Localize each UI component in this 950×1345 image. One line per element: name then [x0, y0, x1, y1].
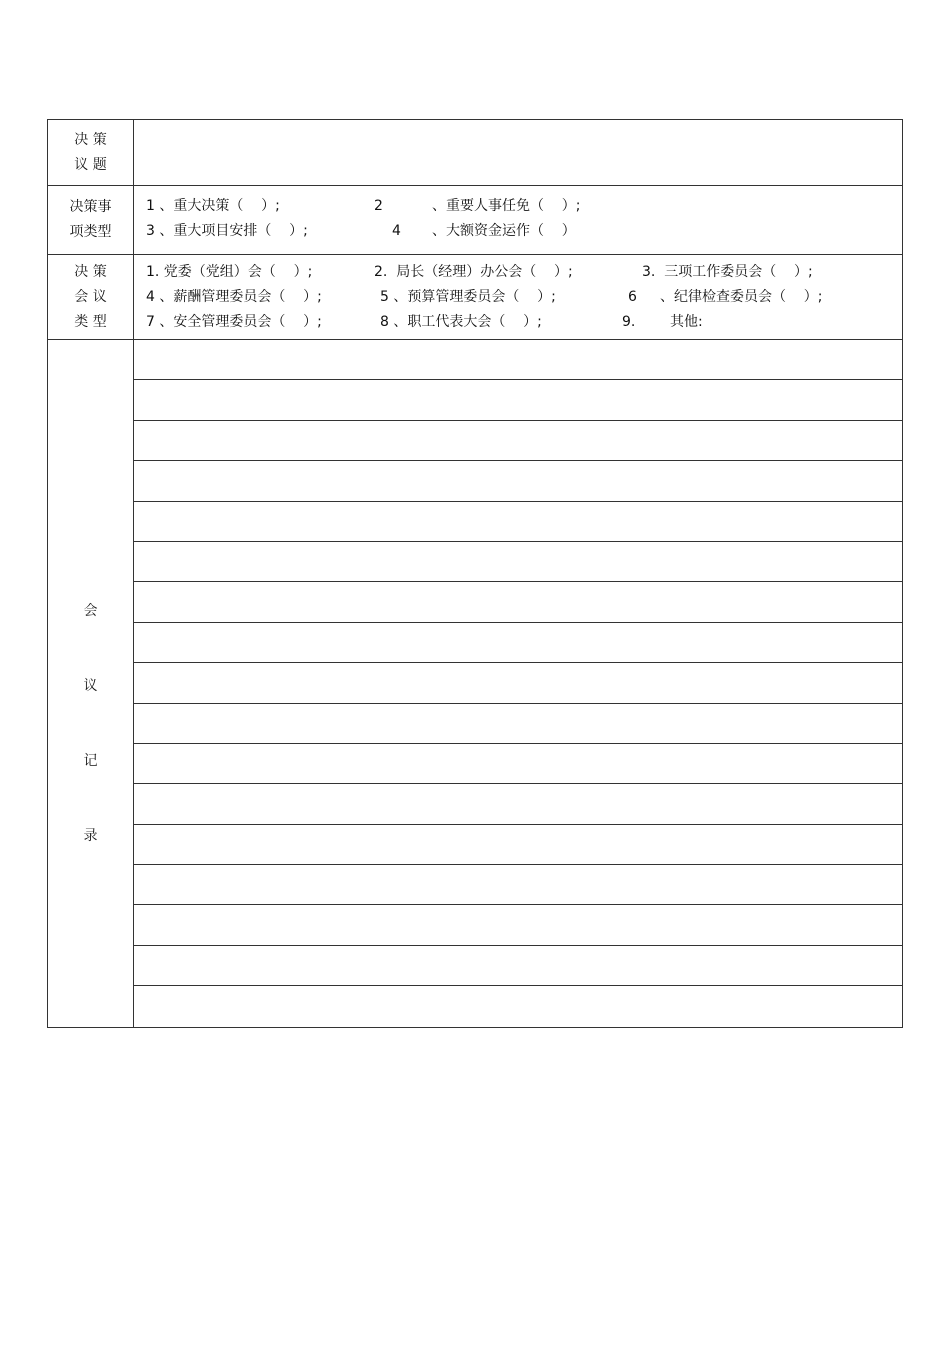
meeting-type-option-3-3[interactable]: 9. [622, 314, 636, 330]
record-line[interactable] [134, 946, 902, 986]
matter-type-option-2-3[interactable]: 、大额资金运作（ ） [432, 223, 576, 239]
record-line[interactable] [134, 986, 902, 1026]
meeting-type-line-1 [146, 260, 902, 285]
record-line[interactable] [134, 784, 902, 824]
meeting-type-label-line-3: 类 型 [74, 313, 107, 330]
meeting-type-option-3-1[interactable]: 7 、安全管理委员会（ ）; [146, 314, 322, 330]
matter-type-option-1-1[interactable]: 1 、重大决策（ ）; [146, 198, 280, 214]
record-line[interactable] [134, 421, 902, 461]
meeting-type-options [134, 255, 902, 339]
record-line[interactable] [134, 663, 902, 703]
meeting-type-option-1-2[interactable]: 2. 局长（经理）办公会（ ）; [374, 264, 573, 280]
meeting-type-row [47, 254, 903, 339]
matter-type-label [48, 186, 134, 254]
matter-type-label-line-1: 决策事 [69, 199, 112, 215]
decision-form [47, 119, 903, 1028]
record-line[interactable] [134, 865, 902, 905]
meeting-type-label [48, 255, 134, 339]
record-line[interactable] [134, 704, 902, 744]
topic-label [48, 120, 134, 185]
matter-type-options [134, 186, 902, 254]
meeting-type-line-3 [146, 310, 902, 335]
record-line[interactable] [134, 825, 902, 865]
meeting-type-option-3-4[interactable]: 其他: [670, 314, 703, 330]
record-line[interactable] [134, 502, 902, 542]
matter-type-option-1-3[interactable]: 、重要人事任免（ ）; [432, 198, 581, 214]
meeting-type-option-1-1[interactable]: 1. 党委（党组）会（ ）; [146, 264, 313, 280]
records-lines [134, 340, 902, 1027]
matter-type-label-line-2: 项类型 [69, 224, 112, 240]
records-label-char-1: 会 [83, 602, 98, 619]
meeting-type-label-line-1: 决 策 [74, 263, 107, 280]
record-line[interactable] [134, 905, 902, 945]
records-row [47, 339, 903, 1028]
matter-type-option-2-1[interactable]: 3 、重大项目安排（ ）; [146, 223, 308, 239]
record-line[interactable] [134, 380, 902, 420]
topic-row [47, 119, 903, 185]
records-label-char-2: 议 [83, 677, 98, 694]
matter-type-line-1 [146, 194, 902, 219]
records-label-char-3: 记 [83, 752, 98, 769]
meeting-type-option-2-2[interactable]: 5 、预算管理委员会（ ）; [380, 289, 556, 305]
meeting-type-label-line-2: 会 议 [74, 288, 107, 305]
matter-type-line-2 [146, 219, 902, 244]
meeting-type-line-2 [146, 285, 902, 310]
topic-input-area[interactable] [134, 120, 902, 185]
meeting-type-option-1-3[interactable]: 3. 三项工作委员会（ ）; [642, 264, 813, 280]
record-line[interactable] [134, 461, 902, 501]
meeting-type-option-2-1[interactable]: 4 、薪酬管理委员会（ ）; [146, 289, 322, 305]
topic-label-line-1: 决 策 [74, 131, 107, 148]
record-line[interactable] [134, 542, 902, 582]
matter-type-option-1-2[interactable]: 2 [374, 198, 383, 214]
records-label [48, 340, 134, 1027]
record-line[interactable] [134, 340, 902, 380]
record-line[interactable] [134, 582, 902, 622]
matter-type-row [47, 185, 903, 254]
meeting-type-option-2-4[interactable]: 、纪律检查委员会（ ）; [660, 289, 823, 305]
meeting-type-option-3-2[interactable]: 8 、职工代表大会（ ）; [380, 314, 542, 330]
records-label-char-4: 录 [83, 827, 98, 844]
record-line[interactable] [134, 623, 902, 663]
record-line[interactable] [134, 744, 902, 784]
topic-label-line-2: 议 题 [74, 156, 107, 173]
meeting-type-option-2-3[interactable]: 6 [628, 289, 637, 305]
matter-type-option-2-2[interactable]: 4 [392, 223, 401, 239]
